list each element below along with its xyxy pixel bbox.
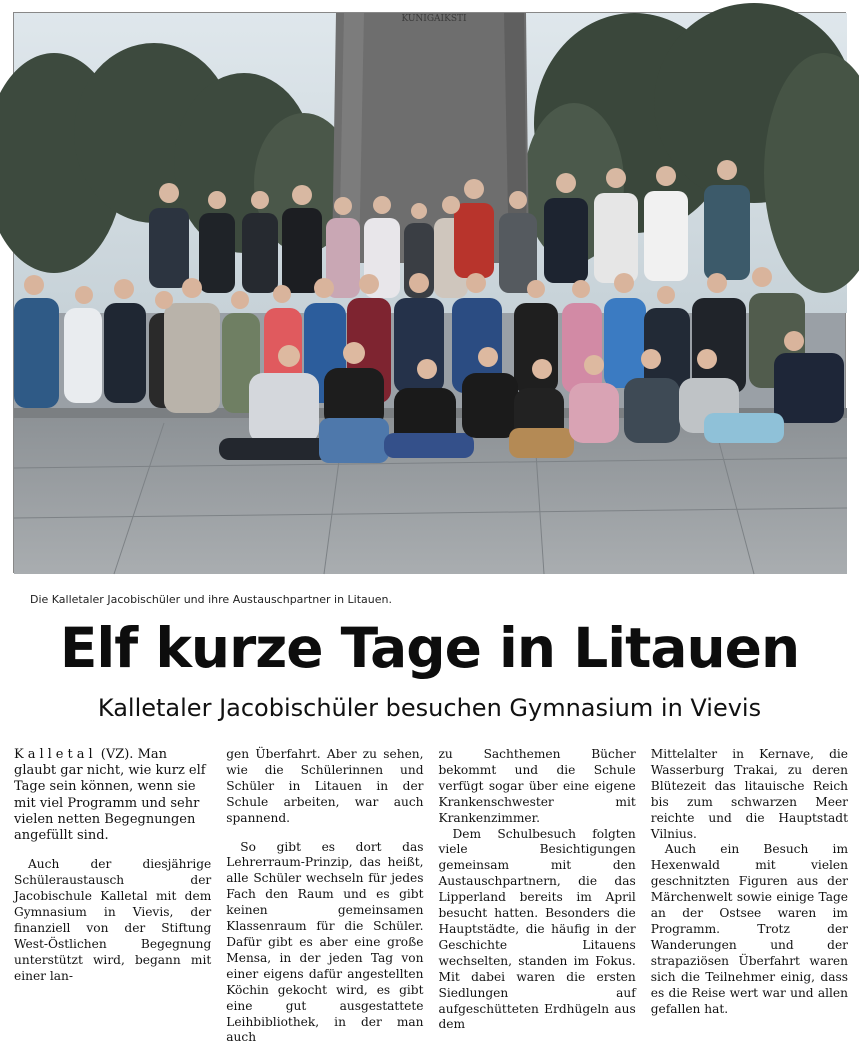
article-paragraph: zu Sachthemen Bücher bekommt und die Schule verfügt sogar über eine eigene Krankenschwester mit Krankenzimmer.	[438, 747, 636, 825]
article-column-1	[14, 747, 211, 1046]
group-photo-illustration	[14, 13, 847, 574]
article-column-4	[651, 747, 848, 1046]
group-photo	[13, 12, 846, 573]
article-column-2	[226, 747, 423, 1046]
article-paragraph: Auch ein Besuch im Hexenwald mit vielen geschnitzten Figuren aus der Märchenwelt sowie einige Tage an der Ostsee waren im Programm. Trotz der Wanderungen und der strapaziösen Überfahrt waren sich die Teilnehmer einig, dass es die Reise wert war und allen gefallen hat.	[650, 842, 848, 1016]
dateline: Kalletal	[14, 747, 97, 762]
article-lead	[14, 747, 211, 844]
photo-caption: Die Kalletaler Jacobischüler und ihre Austauschpartner in Litauen.	[30, 593, 392, 606]
lead-text: (VZ). Man glaubt gar nicht, wie kurz elf Tage sein können, wenn sie mit viel Programm und sehr vielen netten Begegnungen angefüllt sind.	[14, 747, 206, 844]
headline: Elf kurze Tage in Litauen	[59, 616, 800, 680]
article-paragraph: So gibt es dort das Lehrerraum-Prinzip, das heißt, alle Schüler wechseln für jedes Fach den Raum und es gibt keinen gemeinsamen Klassenraum für die Schüler. Dafür gibt es aber eine große Mensa, in der jeden Tag von einer eigens dafür angestellten Köchin gekocht wird, es gibt eine gut ausgestattete Leihbibliothek, in der man auch	[226, 839, 424, 1045]
article-body	[14, 747, 848, 1045]
article-paragraph: gen Überfahrt. Aber zu sehen, wie die Schülerinnen und Schüler in Litauen in der Schule arbeiten, war auch spannend.	[226, 747, 424, 825]
article-paragraph: Dem Schulbesuch folgten viele Besichtigungen gemeinsam mit den Austauschpartnern, die das Lipperland bereits im April besucht hatten. Besonders die Hauptstädte, die häufig in der Geschichte Litauens wechselten, standen im Fokus. Mit dabei waren die ersten Siedlungen auf aufgeschütteten Erdhügeln aus dem	[438, 826, 636, 1032]
subheadline: Kalletaler Jacobischüler besuchen Gymnasium in Vievis	[97, 694, 762, 722]
monument-inscription: KUNIGAIKSTI	[401, 14, 467, 24]
article-paragraph: Auch der diesjährige Schüleraustausch der Jacobischule Kalletal mit dem Gymnasium in Vievis, der finanziell von der Stiftung West-Östlichen Begegnung unterstützt wird, begann mit einer lan-	[14, 857, 212, 983]
article-column-3	[439, 747, 636, 1046]
article-paragraph: Mittelalter in Kernave, die Wasserburg Trakai, zu deren Blütezeit das litauische Reich bis zum schwarzen Meer reichte und die Hauptstadt Vilnius.	[650, 747, 848, 841]
